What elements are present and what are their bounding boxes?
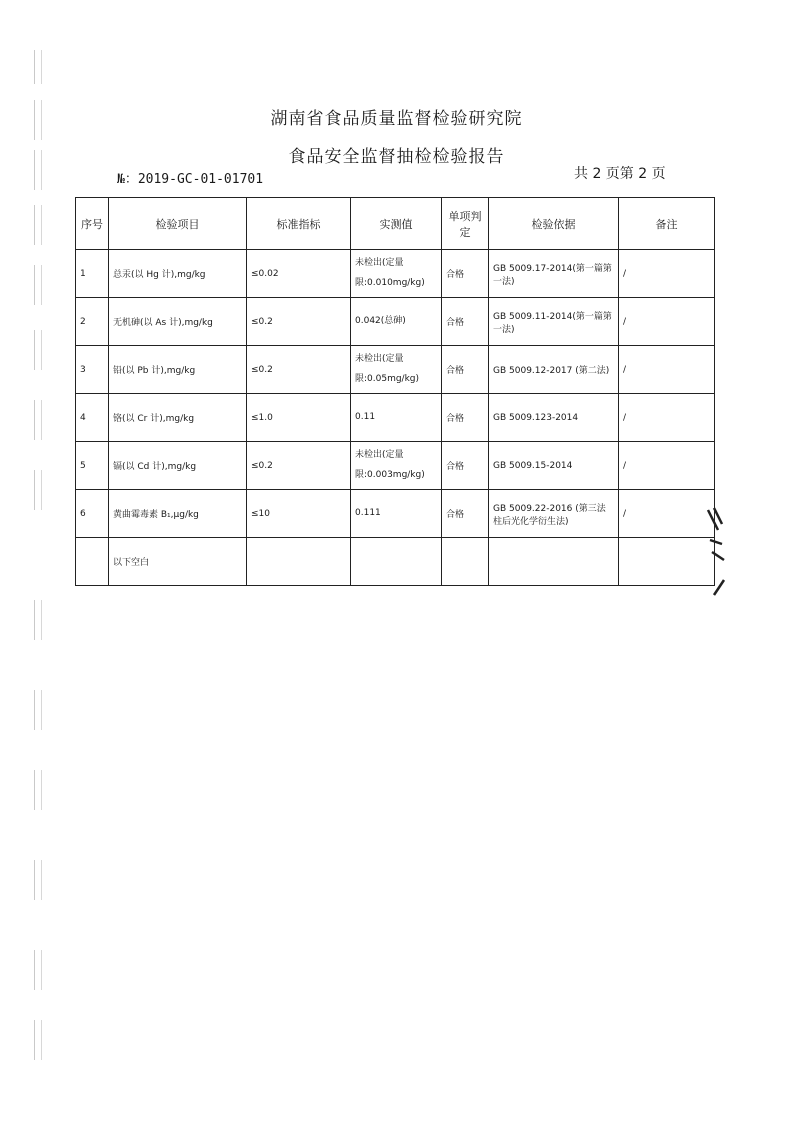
- cell-standard: ≤0.2: [247, 346, 351, 394]
- table-row: [76, 490, 715, 538]
- col-header-standard: 标准指标: [247, 198, 351, 250]
- binding-mark: [34, 400, 42, 440]
- seal-stamp-fragment: [700, 500, 730, 610]
- cell-no: 5: [76, 442, 109, 490]
- cell-item: 铅(以 Pb 计),mg/kg: [109, 346, 247, 394]
- table-row: [76, 298, 715, 346]
- binding-mark: [34, 265, 42, 305]
- table-row: [76, 394, 715, 442]
- binding-mark: [34, 600, 42, 640]
- cell-basis: GB 5009.11-2014(第一篇第一法): [489, 298, 619, 346]
- cell-item: 无机砷(以 As 计),mg/kg: [109, 298, 247, 346]
- page-info: 共 2 页第 2 页: [574, 166, 666, 182]
- cell-basis: [489, 538, 619, 586]
- cell-standard: ≤0.2: [247, 442, 351, 490]
- cell-note: /: [619, 490, 715, 538]
- cell-standard: ≤0.02: [247, 250, 351, 298]
- binding-mark: [34, 205, 42, 245]
- cell-measured: 未检出(定量限:0.010mg/kg): [351, 250, 442, 298]
- cell-no: 4: [76, 394, 109, 442]
- table-header-row: [76, 198, 715, 250]
- binding-mark: [34, 690, 42, 730]
- cell-verdict: 合格: [442, 250, 489, 298]
- cell-measured: 未检出(定量限:0.05mg/kg): [351, 346, 442, 394]
- cell-basis: GB 5009.15-2014: [489, 442, 619, 490]
- col-header-measured: 实测值: [351, 198, 442, 250]
- cell-basis: GB 5009.123-2014: [489, 394, 619, 442]
- cell-standard: ≤10: [247, 490, 351, 538]
- cell-no: 2: [76, 298, 109, 346]
- binding-mark: [34, 330, 42, 370]
- cell-basis: GB 5009.22-2016 (第三法 柱后光化学衍生法): [489, 490, 619, 538]
- cell-note: /: [619, 250, 715, 298]
- cell-note: /: [619, 442, 715, 490]
- table-row: [76, 442, 715, 490]
- cell-basis: GB 5009.12-2017 (第二法): [489, 346, 619, 394]
- cell-measured: 0.111: [351, 490, 442, 538]
- col-header-basis: 检验依据: [489, 198, 619, 250]
- cell-standard: ≤0.2: [247, 298, 351, 346]
- cell-basis: GB 5009.17-2014(第一篇第一法): [489, 250, 619, 298]
- cell-verdict: 合格: [442, 490, 489, 538]
- cell-note: /: [619, 298, 715, 346]
- inspection-table: [75, 197, 715, 586]
- cell-measured: 0.11: [351, 394, 442, 442]
- cell-measured: [351, 538, 442, 586]
- cell-measured: 0.042(总砷): [351, 298, 442, 346]
- binding-mark: [34, 50, 42, 84]
- cell-no: 3: [76, 346, 109, 394]
- cell-item: 总汞(以 Hg 计),mg/kg: [109, 250, 247, 298]
- cell-item: 黄曲霉毒素 B₁,μg/kg: [109, 490, 247, 538]
- cell-measured: 未检出(定量限:0.003mg/kg): [351, 442, 442, 490]
- col-header-no: 序号: [76, 198, 109, 250]
- cell-standard: [247, 538, 351, 586]
- cell-item: 以下空白: [109, 538, 247, 586]
- binding-mark: [34, 1020, 42, 1060]
- cell-standard: ≤1.0: [247, 394, 351, 442]
- col-header-note: 备注: [619, 198, 715, 250]
- cell-note: /: [619, 346, 715, 394]
- cell-verdict: 合格: [442, 442, 489, 490]
- cell-item: 铬(以 Cr 计),mg/kg: [109, 394, 247, 442]
- binding-mark: [34, 950, 42, 990]
- binding-mark: [34, 860, 42, 900]
- binding-mark: [34, 770, 42, 810]
- cell-item: 镉(以 Cd 计),mg/kg: [109, 442, 247, 490]
- cell-verdict: 合格: [442, 298, 489, 346]
- cell-no: 1: [76, 250, 109, 298]
- binding-mark: [34, 470, 42, 510]
- report-title: 食品安全监督抽检检验报告: [288, 147, 505, 167]
- table-row: [76, 250, 715, 298]
- report-number: №：2019-GC-01-01701: [117, 172, 264, 187]
- col-header-verdict: 单项判定: [442, 198, 489, 250]
- cell-no: 6: [76, 490, 109, 538]
- table-row: [76, 538, 715, 586]
- table-row: [76, 346, 715, 394]
- cell-note: /: [619, 394, 715, 442]
- organization-name: 湖南省食品质量监督检验研究院: [270, 109, 523, 129]
- col-header-item: 检验项目: [109, 198, 247, 250]
- cell-verdict: 合格: [442, 394, 489, 442]
- cell-verdict: [442, 538, 489, 586]
- cell-verdict: 合格: [442, 346, 489, 394]
- cell-no: [76, 538, 109, 586]
